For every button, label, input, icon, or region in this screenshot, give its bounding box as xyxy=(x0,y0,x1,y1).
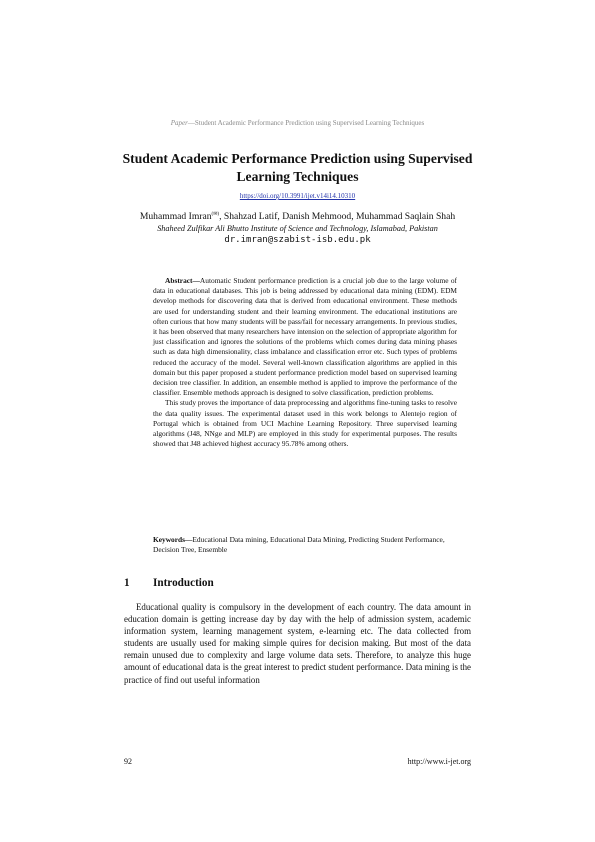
section-number: 1 xyxy=(124,577,130,589)
author-list xyxy=(0,211,595,222)
doi-link[interactable]: https://doi.org/10.3991/ijet.v14i14.10310 xyxy=(239,192,356,200)
running-head-label: Paper xyxy=(170,119,188,127)
abstract xyxy=(153,276,457,449)
abstract-label: Abstract— xyxy=(165,276,200,285)
author-email[interactable]: dr.imran@szabist-isb.edu.pk xyxy=(224,235,371,245)
running-head-title: —Student Academic Performance Prediction using Supervised Learning Techniques xyxy=(187,119,425,127)
keywords-label: Keywords— xyxy=(153,535,193,544)
affiliation: Shaheed Zulfikar Ali Bhutto Institute of Science and Technology, Islamabad, Pakistan xyxy=(157,224,438,233)
abstract-paragraph-2: This study proves the importance of data preprocessing and algorithms fine-tuning tasks to resolve the data quality issues. The experimental dataset used in this work belongs to Alentejo region of Portugal which is obtained from UCI Machine Learning Repository. Three supervised learning algorithms (J48, NNge and MLP) are employed in this study for experimental purposes. The results showed that J48 achieved highest accuracy 95.78% among others. xyxy=(153,398,457,449)
paper-title: Student Academic Performance Prediction using Supervised Learning Techniques xyxy=(122,151,473,184)
keywords xyxy=(153,535,457,555)
abstract-text-1: Automatic Student performance prediction is a crucial job due to the large volume of data in educational databases. This job is being addressed by educational data mining (EDM). EDM develop methods for discovering data that is derived from educational environment. These methods are used for understanding student and their learning environment. The educational institutions are often curious that how many students will be pass/fail for necessary arrangements. In previous studies, it has been observed that many researchers have intension on the selection of appropriate algorithm for just classification and ignores the solutions of the problems which comes during data mining phases such as data high dimensionality, class imbalance and classification error etc. Such types of problems reduced the accuracy of the model. Several well-known classification algorithms are applied in this domain but this paper proposed a student performance prediction model based on supervised learning decision tree classifier. In addition, an ensemble method is applied to improve the performance of the classifier. Ensemble methods approach is designed to solve classification, prediction problems. xyxy=(153,276,457,398)
running-head xyxy=(0,119,595,127)
corresponding-author-mark: (✉) xyxy=(211,212,220,217)
page-number: 92 xyxy=(124,757,132,766)
author-first: Muhammad Imran xyxy=(139,211,212,222)
keywords-text: Educational Data mining, Educational Data Mining, Predicting Student Performance, Decision Tree, Ensemble xyxy=(153,535,445,555)
author-rest: , Shahzad Latif, Danish Mehmood, Muhammad Saqlain Shah xyxy=(219,211,456,222)
intro-paragraph: Educational quality is compulsory in the development of each country. The data amount in education domain is getting increase day by day with the help of admission system, academic information system, learning management system, e-learning etc. The data collected from students are usually used for making simple quires for decision making. But most of the data remain unused due to complexity and large volume data sets. Therefore, to analyze this huge amount of educational data is the great interest to predict student performance. Data mining is the practice of find out useful information xyxy=(124,602,471,685)
abstract-paragraph-1 xyxy=(153,276,457,398)
section-title: Introduction xyxy=(153,577,214,589)
section-heading xyxy=(124,577,214,589)
journal-site-link[interactable]: http://www.i-jet.org xyxy=(407,757,471,766)
